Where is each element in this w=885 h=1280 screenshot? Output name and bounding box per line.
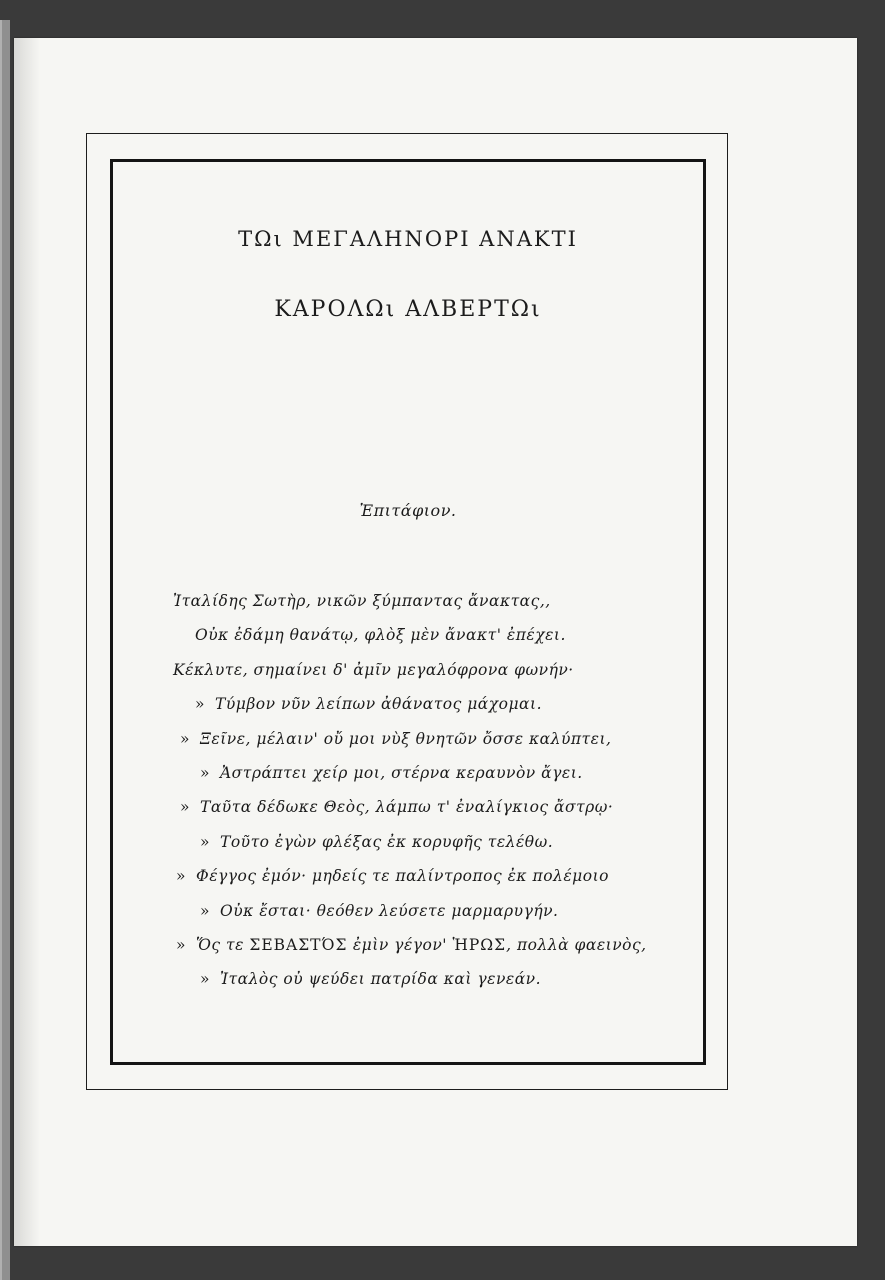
- verse-line: [110, 825, 706, 859]
- verse-line: [110, 584, 706, 618]
- verse-text: Οὐκ ἔσται· θεόθεν λεύσετε μαρμαρυγήν.: [219, 901, 559, 920]
- verse-text: Ὅς τε: [195, 935, 250, 954]
- verse-text: Ταῦτα δέδωκε Θεὸς, λάμπω τ' ἐναλίγκιος ἄστρῳ·: [199, 798, 614, 817]
- verse-line: [110, 756, 706, 790]
- verse-text: Τοῦτο ἐγὼν φλέξας ἐκ κορυφῆς τελέθω.: [219, 832, 554, 851]
- verse-text: Ἀστράπτει χείρ μοι, στέρνα κεραυνὸν ἄγει.: [219, 763, 583, 782]
- epitaph-heading: Ἐπιτάφιον.: [359, 501, 457, 520]
- dedication-line-1: ΤΩι ΜΕΓΑΛΗΝΟΡΙ ΑΝΑΚΤΙ: [238, 227, 578, 251]
- quote-mark: »: [200, 970, 210, 989]
- epitaph-verse: [110, 584, 706, 997]
- quote-mark: »: [176, 867, 186, 886]
- quote-mark: »: [200, 832, 210, 851]
- verse-caps-word: ΣΕΒΑΣΤΌΣ: [249, 935, 348, 954]
- verse-text: Ἰταλίδης Σωτὴρ, νικῶν ξύμπαντας ἄνακτας,,: [173, 592, 551, 610]
- verse-line: [110, 722, 706, 756]
- verse-line: [110, 894, 706, 928]
- verse-line: [110, 618, 706, 652]
- verse-line: [110, 928, 706, 962]
- verse-line: [110, 687, 706, 721]
- verse-text: , πολλὰ φαεινὸς,: [506, 935, 647, 954]
- verse-text: Τύμβον νῦν λείπων ἀθάνατος μάχομαι.: [214, 695, 543, 714]
- verse-line: [110, 790, 706, 824]
- book-page: [14, 38, 857, 1246]
- quote-mark: »: [180, 798, 190, 817]
- verse-line: [110, 653, 706, 687]
- quote-mark: »: [200, 901, 210, 920]
- book-binding-edge: [0, 20, 10, 1280]
- verse-line: [110, 962, 706, 996]
- verse-text: Ξεῖνε, μέλαιν' οὔ μοι νὺξ θνητῶν ὄσσε καλύπτει,: [199, 729, 612, 748]
- quote-mark: »: [180, 729, 190, 748]
- verse-caps-word: ἩΡΩΣ: [452, 935, 507, 954]
- page-content: [110, 159, 706, 1065]
- verse-text: Οὐκ ἐδάμη θανάτῳ, φλὸξ μὲν ἄνακτ' ἐπέχει.: [195, 626, 566, 645]
- dedication-line-2: ΚΑΡΟΛΩι ΑΛΒΕΡΤΩι: [274, 297, 542, 322]
- verse-text: Κέκλυτε, σημαίνει δ' ἀμῖν μεγαλόφρονα φωνήν·: [173, 660, 574, 679]
- quote-mark: »: [176, 935, 186, 954]
- verse-text: Φέγγος ἐμόν· μηδείς τε παλίντροπος ἐκ πολέμοιο: [195, 867, 609, 886]
- verse-text: Ἰταλὸς οὐ ψεύδει πατρίδα καὶ γενεάν.: [219, 970, 542, 989]
- verse-line: [110, 859, 706, 893]
- verse-text: ἐμὶν γέγον': [347, 935, 453, 954]
- quote-mark: »: [195, 695, 205, 714]
- quote-mark: »: [200, 763, 210, 782]
